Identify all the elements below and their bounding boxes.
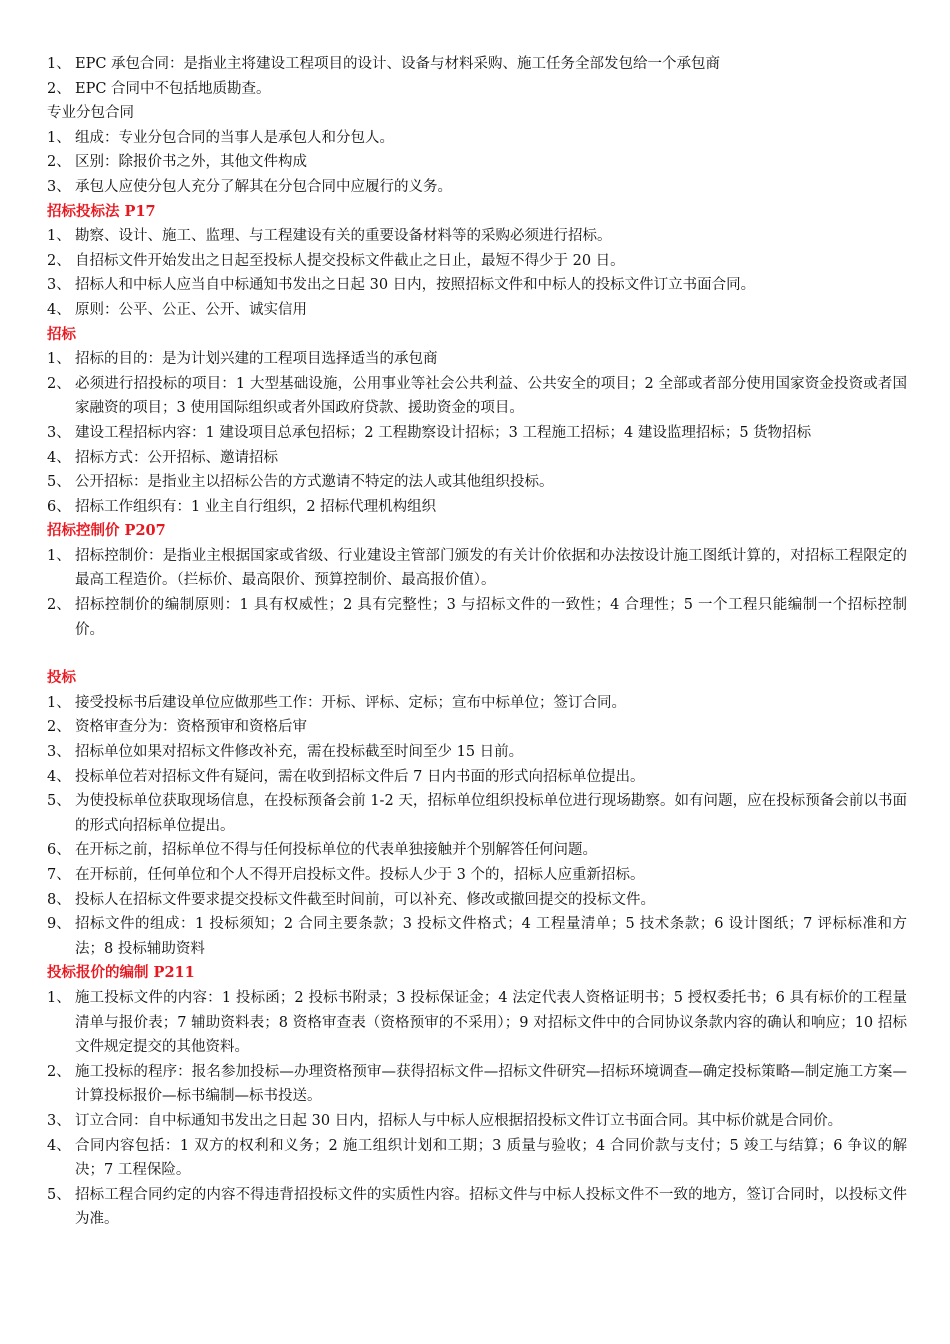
list-item-text: 组成：专业分包合同的当事人是承包人和分包人。 bbox=[75, 129, 394, 146]
list-item-text: 招标的目的：是为计划兴建的工程项目选择适当的承包商 bbox=[75, 351, 438, 368]
list-item bbox=[47, 691, 907, 716]
list-item-number: 2、 bbox=[47, 719, 71, 736]
section-heading: 投标 bbox=[47, 669, 76, 687]
list-item-text: 招标工作组织有：1 业主自行组织，2 招标代理机构组织 bbox=[75, 498, 437, 515]
subsection-title: 专业分包合同 bbox=[47, 105, 134, 122]
list-item-number: 6、 bbox=[47, 498, 71, 515]
list-item bbox=[47, 446, 907, 471]
list-item-number: 1、 bbox=[47, 989, 71, 1006]
list-item bbox=[47, 77, 907, 102]
list-item bbox=[47, 888, 907, 913]
list-item-text: 为使投标单位获取现场信息，在投标预备会前 1-2 天，招标单位组织投标单位进行现场勘察。如有问题，应在投标预备会前以书面的形式向招标单位提出。 bbox=[75, 793, 907, 834]
list-item-text: 公开招标：是指业主以招标公告的方式邀请不特定的法人或其他组织投标。 bbox=[75, 474, 554, 491]
list-item bbox=[47, 126, 907, 151]
list-item-text: 招标工程合同约定的内容不得违背招投标文件的实质性内容。招标文件与中标人投标文件不一致的地方，签订合同时，以投标文件为准。 bbox=[75, 1186, 907, 1228]
list-item-text: 承包人应使分包人充分了解其在分包合同中应履行的义务。 bbox=[75, 178, 452, 195]
list-item-text: 自招标文件开始发出之日起至投标人提交投标文件截止之日止，最短不得少于 20 日。 bbox=[75, 252, 625, 269]
list-item-text: 施工投标文件的内容：1 投标函；2 投标书附录；3 投标保证金；4 法定代表人资格证明书；5 授权委托书；6 具有标价的工程量清单与报价表；7 辅助资料表；8 资格审查表（资格预审的不采用）；9 对招标文件中的合同协议条款内容的确认和响应；10 招标文件规定提交的其他资料。 bbox=[75, 989, 907, 1056]
list-item-text: EPC 合同中不包括地质勘查。 bbox=[75, 80, 271, 97]
list-item bbox=[47, 838, 907, 863]
list-item-number: 2、 bbox=[47, 597, 71, 614]
list-item-number: 5、 bbox=[47, 793, 71, 810]
list-item-text: 合同内容包括：1 双方的权利和义务；2 施工组织计划和工期；3 质量与验收；4 合同价款与支付；5 竣工与结算；6 争议的解决；7 工程保险。 bbox=[75, 1137, 907, 1179]
list-item bbox=[47, 765, 907, 790]
list-item-number: 1、 bbox=[47, 547, 71, 564]
list-item-text: 投标人在招标文件要求提交投标文件截至时间前，可以补充、修改或撤回提交的投标文件。 bbox=[75, 891, 655, 908]
list-item-text: EPC 承包合同：是指业主将建设工程项目的设计、设备与材料采购、施工任务全部发包给一个承包商 bbox=[75, 56, 721, 72]
blank-line bbox=[47, 642, 907, 666]
list-item-text: 招标单位如果对招标文件修改补充，需在投标截至时间至少 15 日前。 bbox=[75, 744, 524, 761]
list-item-text: 招标控制价的编制原则：1 具有权威性；2 具有完整性；3 与招标文件的一致性；4 合理性；5 一个工程只能编制一个招标控制价。 bbox=[75, 597, 907, 638]
list-item-number: 5、 bbox=[47, 1186, 71, 1203]
list-item bbox=[47, 495, 907, 520]
list-item-number: 9、 bbox=[47, 916, 71, 933]
list-item-text: 订立合同：自中标通知书发出之日起 30 日内，招标人与中标人应根据招投标文件订立书面合同。其中标价就是合同价。 bbox=[75, 1112, 843, 1129]
numbered-list bbox=[47, 224, 907, 322]
list-item-text: 在开标前，任何单位和个人不得开启投标文件。投标人少于 3 个的，招标人应重新招标。 bbox=[75, 867, 645, 883]
numbered-list bbox=[47, 691, 907, 962]
list-item bbox=[47, 912, 907, 961]
list-item-number: 3、 bbox=[47, 277, 71, 294]
list-item-text: 区别：除报价书之外，其他文件构成 bbox=[75, 154, 307, 171]
list-item-number: 8、 bbox=[47, 891, 71, 908]
list-item-number: 4、 bbox=[47, 1137, 71, 1154]
numbered-list bbox=[47, 52, 907, 101]
list-item-text: 招标人和中标人应当自中标通知书发出之日起 30 日内，按照招标文件和中标人的投标文件订立书面合同。 bbox=[75, 277, 756, 294]
section-heading: 招标控制价 P207 bbox=[47, 522, 166, 540]
list-item bbox=[47, 470, 907, 495]
list-item bbox=[47, 1134, 907, 1183]
numbered-list bbox=[47, 126, 907, 200]
list-item-text: 招标方式：公开招标、邀请招标 bbox=[75, 449, 278, 466]
list-item bbox=[47, 1109, 907, 1134]
section-heading: 招标 bbox=[47, 325, 76, 343]
list-item-number: 4、 bbox=[47, 449, 71, 466]
list-item-text: 接受投标书后建设单位应做那些工作：开标、评标、定标；宣布中标单位；签订合同。 bbox=[75, 694, 626, 711]
list-item bbox=[47, 298, 907, 323]
list-item bbox=[47, 150, 907, 175]
list-item bbox=[47, 740, 907, 765]
list-item-number: 5、 bbox=[47, 474, 71, 491]
list-item bbox=[47, 372, 907, 421]
list-item-text: 建设工程招标内容：1 建设项目总承包招标；2 工程勘察设计招标；3 工程施工招标；4 建设监理招标；5 货物招标 bbox=[75, 424, 812, 441]
list-item-number: 2、 bbox=[47, 375, 71, 392]
list-item-number: 4、 bbox=[47, 768, 71, 785]
list-item-text: 招标控制价：是指业主根据国家或省级、行业建设主管部门颁发的有关计价依据和办法按设计施工图纸计算的，对招标工程限定的最高工程造价。（拦标价、最高限价、预算控制价、最高报价值）。 bbox=[75, 547, 907, 589]
numbered-list bbox=[47, 347, 907, 519]
list-item bbox=[47, 421, 907, 446]
document-page bbox=[47, 52, 907, 1232]
list-item-text: 必须进行招投标的项目：1 大型基础设施，公用事业等社会公共利益、公共安全的项目；2 全部或者部分使用国家资金投资或者国家融资的项目；3 使用国际组织或者外国政府贷款、援助资金的项目。 bbox=[75, 375, 907, 417]
list-item-number: 3、 bbox=[47, 424, 71, 441]
numbered-list bbox=[47, 544, 907, 642]
list-item bbox=[47, 789, 907, 838]
list-item-number: 3、 bbox=[47, 178, 71, 195]
list-item bbox=[47, 544, 907, 593]
list-item bbox=[47, 863, 907, 888]
list-item-number: 1、 bbox=[47, 228, 71, 245]
list-item bbox=[47, 715, 907, 740]
section-heading: 招标投标法 P17 bbox=[47, 202, 156, 220]
list-item bbox=[47, 593, 907, 642]
list-item-text: 原则：公平、公正、公开、诚实信用 bbox=[75, 301, 307, 318]
list-item bbox=[47, 273, 907, 298]
list-item-number: 4、 bbox=[47, 301, 71, 318]
list-item bbox=[47, 175, 907, 200]
list-item-text: 在开标之前，招标单位不得与任何投标单位的代表单独接触并个别解答任何问题。 bbox=[75, 842, 597, 859]
list-item-number: 1、 bbox=[47, 129, 71, 146]
list-item bbox=[47, 224, 907, 249]
list-item bbox=[47, 1060, 907, 1109]
list-item bbox=[47, 52, 907, 77]
list-item-text: 投标单位若对招标文件有疑问，需在收到招标文件后 7 日内书面的形式向招标单位提出。 bbox=[75, 768, 645, 785]
list-item-number: 2、 bbox=[47, 252, 71, 269]
list-item-text: 招标文件的组成：1 投标须知；2 合同主要条款；3 投标文件格式；4 工程量清单；5 技术条款；6 设计图纸；7 评标标准和方法；8 投标辅助资料 bbox=[75, 916, 907, 957]
list-item-text: 资格审查分为：资格预审和资格后审 bbox=[75, 719, 307, 736]
list-item-number: 2、 bbox=[47, 154, 71, 171]
list-item bbox=[47, 1183, 907, 1232]
list-item-number: 2、 bbox=[47, 1063, 71, 1080]
list-item bbox=[47, 986, 907, 1060]
list-item-text: 勘察、设计、施工、监理、与工程建设有关的重要设备材料等的采购必须进行招标。 bbox=[75, 228, 612, 245]
list-item bbox=[47, 347, 907, 372]
list-item-number: 2、 bbox=[47, 80, 71, 97]
list-item-number: 1、 bbox=[47, 351, 71, 368]
list-item-number: 3、 bbox=[47, 744, 71, 761]
section-heading: 投标报价的编制 P211 bbox=[47, 964, 195, 982]
numbered-list bbox=[47, 986, 907, 1232]
list-item-number: 3、 bbox=[47, 1112, 71, 1129]
list-item bbox=[47, 249, 907, 274]
list-item-number: 1、 bbox=[47, 56, 71, 72]
list-item-number: 6、 bbox=[47, 842, 71, 859]
list-item-text: 施工投标的程序：报名参加投标—办理资格预审—获得招标文件—招标文件研究—招标环境调查—确定投标策略—制定施工方案—计算投标报价—标书编制—标书投送。 bbox=[75, 1063, 907, 1105]
list-item-number: 7、 bbox=[47, 867, 71, 883]
list-item-number: 1、 bbox=[47, 694, 71, 711]
